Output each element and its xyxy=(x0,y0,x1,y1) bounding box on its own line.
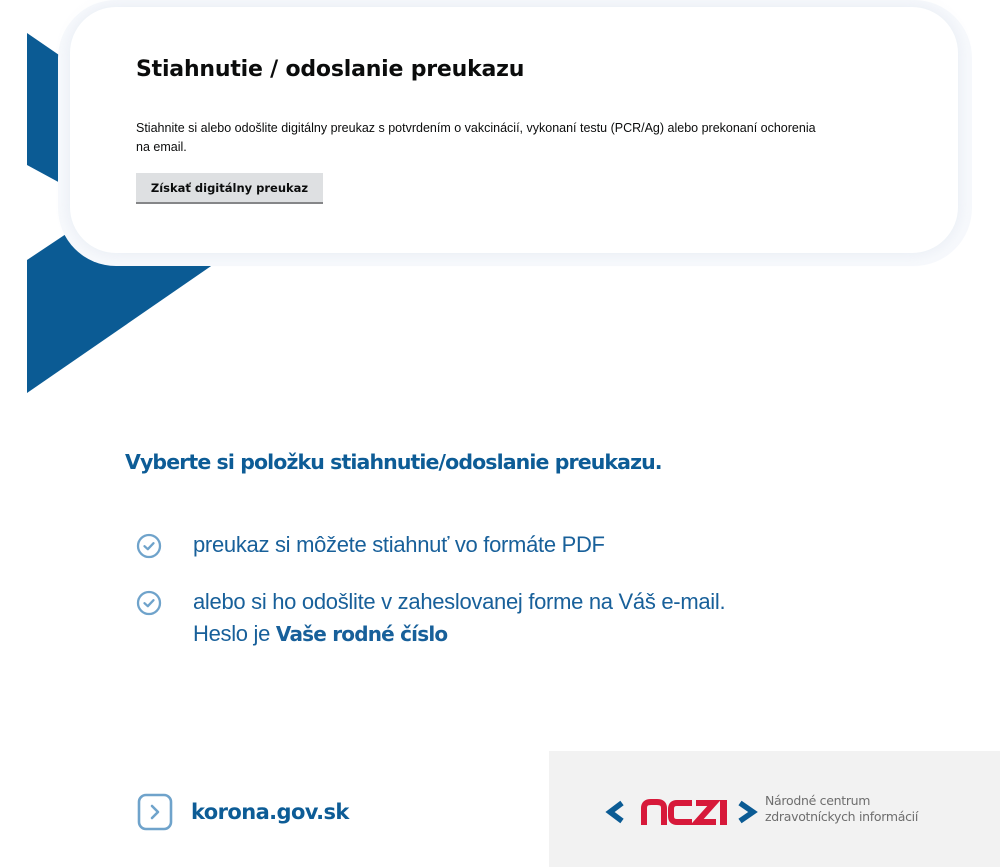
download-pass-card xyxy=(70,7,958,253)
korona-gov-link[interactable] xyxy=(137,793,349,831)
bullet-text xyxy=(193,586,725,650)
site-link-label: korona.gov.sk xyxy=(191,800,349,824)
nczi-name-line2: zdravotníckych informácií xyxy=(765,809,918,824)
bullet-text: preukaz si môžete stiahnuť vo formáte PDF xyxy=(193,532,605,557)
bullet-line2-bold: Vaše rodné číslo xyxy=(275,622,448,646)
bullet-line2-prefix: Heslo je xyxy=(193,621,276,646)
card-description: Stiahnite si alebo odošlite digitálny preukaz s potvrdením o vakcinácií, vykonaní testu (PCR/Ag) alebo prekonaní ochorenia na email. xyxy=(136,121,816,154)
bullet-item-email xyxy=(136,589,725,650)
bullet-line1: alebo si ho odošlite v zaheslovanej forme na Váš e-mail. xyxy=(193,589,726,614)
bullet-item-pdf xyxy=(136,532,605,561)
card-title: Stiahnutie / odoslanie preukazu xyxy=(136,57,525,82)
nczi-full-name xyxy=(765,793,918,825)
nczi-panel xyxy=(549,751,1000,867)
get-digital-pass-button[interactable]: Získať digitálny preukaz xyxy=(136,173,323,204)
check-circle-icon xyxy=(136,533,162,559)
nczi-logo xyxy=(604,798,762,826)
check-circle-icon xyxy=(136,590,162,616)
nczi-name-line1: Národné centrum xyxy=(765,793,871,808)
chevron-right-box-icon xyxy=(137,793,173,831)
info-heading: Vyberte si položku stiahnutie/odoslanie preukazu. xyxy=(125,450,662,474)
